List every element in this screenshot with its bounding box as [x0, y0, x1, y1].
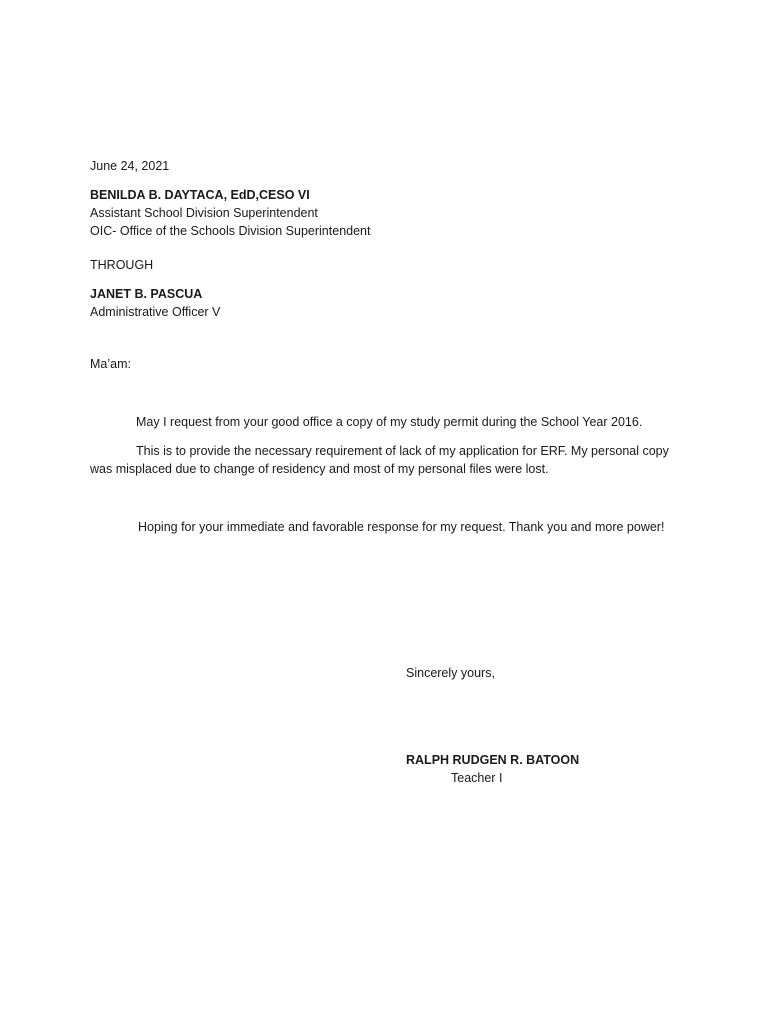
- body-paragraph-2-line-1: This is to provide the necessary requirement of lack of my application for ERF. My personal copy: [136, 444, 669, 458]
- via-title: Administrative Officer V: [90, 305, 221, 319]
- recipient-title-line2: OIC- Office of the Schools Division Superintendent: [90, 224, 371, 238]
- signatory-name: RALPH RUDGEN R. BATOON: [406, 753, 580, 767]
- body-paragraph-1: May I request from your good office a copy of my study permit during the School Year 2016.: [136, 415, 643, 429]
- body-paragraph-2-line-2: was misplaced due to change of residency and most of my personal files were lost.: [90, 462, 549, 476]
- through-label: THROUGH: [90, 258, 154, 272]
- recipient-name: BENILDA B. DAYTACA, EdD,CESO VI: [90, 188, 310, 202]
- letter-date: June 24, 2021: [90, 159, 170, 173]
- salutation: Ma’am:: [90, 357, 131, 371]
- via-name: JANET B. PASCUA: [90, 287, 203, 301]
- recipient-title-line1: Assistant School Division Superintendent: [90, 206, 318, 220]
- signatory-position: Teacher I: [451, 771, 503, 785]
- closing: Sincerely yours,: [406, 666, 495, 680]
- body-paragraph-3: Hoping for your immediate and favorable response for my request. Thank you and more power!: [138, 520, 665, 534]
